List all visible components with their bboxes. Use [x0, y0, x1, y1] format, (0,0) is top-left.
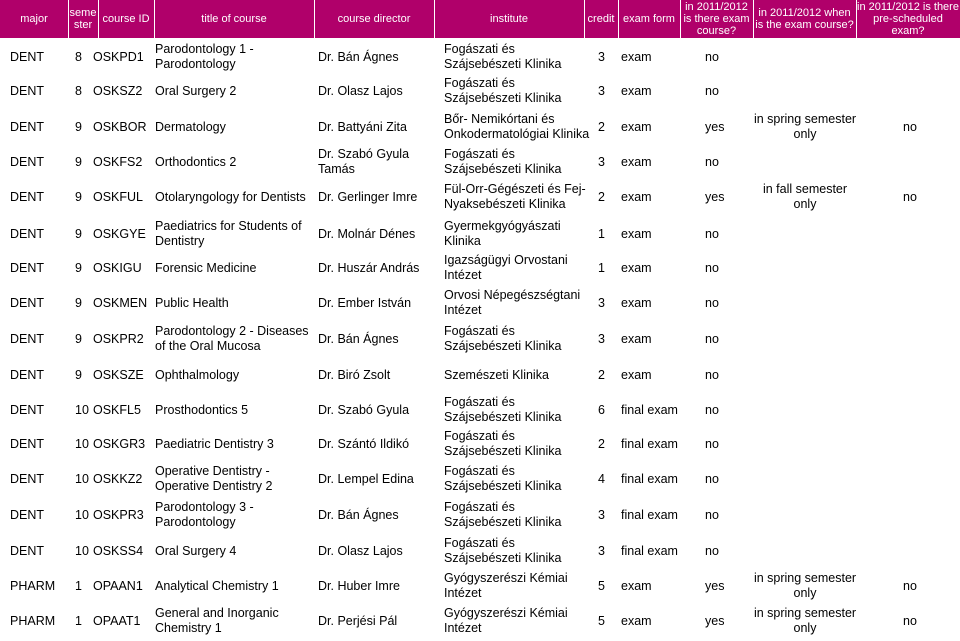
- major-cell: DENT: [10, 49, 45, 64]
- header-separator: [856, 0, 857, 38]
- course-director-cell: Dr. Szántó Ildikó: [318, 436, 410, 451]
- header-separator: [618, 0, 619, 38]
- course-id-cell: OSKBOR: [93, 119, 147, 134]
- exam-course-cell: no: [705, 471, 719, 486]
- course-title-cell: Paediatric Dentistry 3: [155, 436, 274, 451]
- exam-when-cell: in fall semester only: [762, 182, 848, 211]
- exam-when-cell: in spring semester only: [753, 606, 857, 635]
- credit-cell: 1: [598, 226, 605, 241]
- header-prescheduled: in 2011/2012 is there pre-scheduled exam?: [857, 1, 959, 37]
- major-cell: DENT: [10, 226, 45, 241]
- course-id-cell: OPAAT1: [93, 613, 141, 628]
- semester-cell: 9: [75, 331, 82, 346]
- course-director-cell: Dr. Szabó Gyula Tamás: [318, 147, 410, 176]
- course-director-cell: Dr. Huszár András: [318, 260, 420, 275]
- major-cell: DENT: [10, 83, 45, 98]
- exam-course-cell: yes: [705, 613, 725, 628]
- header-separator: [68, 0, 69, 38]
- institute-cell: Fogászati és Szájsebészeti Klinika: [444, 395, 562, 424]
- institute-cell: Fogászati és Szájsebészeti Klinika: [444, 500, 562, 529]
- exam-form-cell: exam: [621, 119, 652, 134]
- exam-form-cell: exam: [621, 49, 652, 64]
- course-id-cell: OSKIGU: [93, 260, 142, 275]
- course-title-cell: Analytical Chemistry 1: [155, 578, 279, 593]
- credit-cell: 2: [598, 189, 605, 204]
- credit-cell: 3: [598, 507, 605, 522]
- semester-cell: 10: [75, 471, 89, 486]
- exam-form-cell: exam: [621, 154, 652, 169]
- exam-form-cell: exam: [621, 367, 652, 382]
- course-id-cell: OSKFUL: [93, 189, 144, 204]
- semester-cell: 9: [75, 119, 82, 134]
- header-title: title of course: [201, 13, 267, 25]
- course-title-cell: Oral Surgery 2: [155, 83, 237, 98]
- course-title-cell: Dermatology: [155, 119, 226, 134]
- major-cell: DENT: [10, 119, 45, 134]
- exam-form-cell: final exam: [621, 471, 678, 486]
- course-id-cell: OSKMEN: [93, 295, 148, 310]
- header-separator: [584, 0, 585, 38]
- institute-cell: Fogászati és Szájsebészeti Klinika: [444, 324, 562, 353]
- course-title-cell: Prosthodontics 5: [155, 402, 249, 417]
- credit-cell: 2: [598, 119, 605, 134]
- header-when: in 2011/2012 when is the exam course?: [755, 7, 854, 31]
- header-director: course director: [337, 13, 411, 25]
- credit-cell: 3: [598, 543, 605, 558]
- credit-cell: 5: [598, 613, 605, 628]
- semester-cell: 10: [75, 402, 89, 417]
- credit-cell: 5: [598, 578, 605, 593]
- course-director-cell: Dr. Olasz Lajos: [318, 83, 403, 98]
- course-id-cell: OSKPR3: [93, 507, 144, 522]
- exam-course-cell: yes: [705, 189, 725, 204]
- major-cell: DENT: [10, 260, 45, 275]
- course-director-cell: Dr. Szabó Gyula: [318, 402, 410, 417]
- semester-cell: 9: [75, 295, 82, 310]
- course-id-cell: OSKKZ2: [93, 471, 143, 486]
- institute-cell: Fül-Orr-Gégészeti és Fej-Nyaksebészeti Klinika: [444, 182, 586, 211]
- course-director-cell: Dr. Bán Ágnes: [318, 507, 399, 522]
- exam-course-cell: no: [705, 331, 719, 346]
- header-major: major: [20, 13, 48, 25]
- institute-cell: Gyógyszerészi Kémiai Intézet: [444, 571, 568, 600]
- institute-cell: Fogászati és Szájsebészeti Klinika: [444, 464, 562, 493]
- header-separator: [154, 0, 155, 38]
- major-cell: DENT: [10, 436, 45, 451]
- exam-when-cell: in spring semester only: [753, 112, 857, 141]
- course-id-cell: OSKSS4: [93, 543, 144, 558]
- exam-form-cell: exam: [621, 226, 652, 241]
- course-id-cell: OPAAN1: [93, 578, 143, 593]
- credit-cell: 4: [598, 471, 605, 486]
- institute-cell: Gyermekgyógyászati Klinika: [444, 219, 561, 248]
- credit-cell: 2: [598, 436, 605, 451]
- course-id-cell: OSKSZ2: [93, 83, 143, 98]
- credit-cell: 3: [598, 49, 605, 64]
- course-director-cell: Dr. Biró Zsolt: [318, 367, 391, 382]
- exam-course-cell: no: [705, 226, 719, 241]
- major-cell: DENT: [10, 543, 45, 558]
- institute-cell: Bőr- Nemikórtani és Onkodermatológiai Klinika: [444, 112, 590, 141]
- course-director-cell: Dr. Gerlinger Imre: [318, 189, 418, 204]
- exam-form-cell: exam: [621, 260, 652, 275]
- exam-course-cell: yes: [705, 578, 725, 593]
- exam-form-cell: final exam: [621, 402, 678, 417]
- major-cell: DENT: [10, 154, 45, 169]
- header-separator: [314, 0, 315, 38]
- exam-course-cell: yes: [705, 119, 725, 134]
- institute-cell: Fogászati és Szájsebészeti Klinika: [444, 536, 562, 565]
- header-separator: [680, 0, 681, 38]
- exam-course-cell: no: [705, 83, 719, 98]
- institute-cell: Orvosi Népegészségtani Intézet: [444, 288, 581, 317]
- exam-course-cell: no: [705, 367, 719, 382]
- course-id-cell: OSKPD1: [93, 49, 144, 64]
- table-header: [0, 0, 960, 38]
- course-title-cell: Parodontology 2 - Diseases of the Oral Mucosa: [155, 324, 309, 353]
- institute-cell: Fogászati és Szájsebészeti Klinika: [444, 42, 562, 71]
- exam-course-cell: no: [705, 507, 719, 522]
- prescheduled-cell: no: [903, 119, 917, 134]
- course-title-cell: Otolaryngology for Dentists: [155, 189, 306, 204]
- credit-cell: 1: [598, 260, 605, 275]
- credit-cell: 3: [598, 295, 605, 310]
- header-exam-course: in 2011/2012 is there exam course?: [683, 1, 750, 37]
- prescheduled-cell: no: [903, 189, 917, 204]
- major-cell: DENT: [10, 402, 45, 417]
- prescheduled-cell: no: [903, 613, 917, 628]
- credit-cell: 3: [598, 331, 605, 346]
- course-title-cell: Ophthalmology: [155, 367, 240, 382]
- semester-cell: 8: [75, 83, 82, 98]
- course-title-cell: Parodontology 1 - Parodontology: [155, 42, 254, 71]
- exam-form-cell: exam: [621, 83, 652, 98]
- major-cell: DENT: [10, 189, 45, 204]
- course-title-cell: Oral Surgery 4: [155, 543, 237, 558]
- semester-cell: 9: [75, 154, 82, 169]
- header-course-id: course ID: [102, 13, 150, 25]
- exam-course-cell: no: [705, 436, 719, 451]
- exam-course-cell: no: [705, 154, 719, 169]
- semester-cell: 8: [75, 49, 82, 64]
- course-title-cell: General and Inorganic Chemistry 1: [155, 606, 279, 635]
- semester-cell: 10: [75, 543, 89, 558]
- header-exam-form: exam form: [623, 13, 675, 25]
- exam-form-cell: exam: [621, 613, 652, 628]
- major-cell: DENT: [10, 471, 45, 486]
- semester-cell: 1: [75, 578, 82, 593]
- semester-cell: 9: [75, 367, 82, 382]
- course-title-cell: Paediatrics for Students of Dentistry: [155, 219, 302, 248]
- semester-cell: 10: [75, 436, 89, 451]
- course-director-cell: Dr. Battyáni Zita: [318, 119, 407, 134]
- semester-cell: 9: [75, 189, 82, 204]
- major-cell: DENT: [10, 507, 45, 522]
- institute-cell: Igazságügyi Orvostani Intézet: [444, 253, 568, 282]
- major-cell: PHARM: [10, 578, 56, 593]
- institute-cell: Fogászati és Szájsebészeti Klinika: [444, 429, 562, 458]
- exam-form-cell: final exam: [621, 543, 678, 558]
- course-director-cell: Dr. Ember István: [318, 295, 412, 310]
- header-separator: [98, 0, 99, 38]
- credit-cell: 3: [598, 83, 605, 98]
- course-director-cell: Dr. Olasz Lajos: [318, 543, 403, 558]
- exam-form-cell: exam: [621, 578, 652, 593]
- course-id-cell: OSKSZE: [93, 367, 144, 382]
- institute-cell: Fogászati és Szájsebészeti Klinika: [444, 76, 562, 105]
- institute-cell: Fogászati és Szájsebészeti Klinika: [444, 147, 562, 176]
- major-cell: DENT: [10, 367, 45, 382]
- exam-course-cell: no: [705, 543, 719, 558]
- exam-form-cell: final exam: [621, 436, 678, 451]
- semester-cell: 10: [75, 507, 89, 522]
- exam-course-cell: no: [705, 295, 719, 310]
- exam-course-cell: no: [705, 260, 719, 275]
- semester-cell: 9: [75, 226, 82, 241]
- major-cell: DENT: [10, 295, 45, 310]
- course-id-cell: OSKFS2: [93, 154, 143, 169]
- course-id-cell: OSKGYE: [93, 226, 146, 241]
- course-id-cell: OSKFL5: [93, 402, 141, 417]
- header-semester: seme ster: [69, 7, 97, 31]
- course-director-cell: Dr. Lempel Edina: [318, 471, 414, 486]
- header-institute: institute: [490, 13, 528, 25]
- course-director-cell: Dr. Bán Ágnes: [318, 49, 399, 64]
- course-title-cell: Orthodontics 2: [155, 154, 237, 169]
- course-director-cell: Dr. Perjési Pál: [318, 613, 398, 628]
- course-title-cell: Parodontology 3 - Parodontology: [155, 500, 254, 529]
- header-separator: [753, 0, 754, 38]
- institute-cell: Gyógyszerészi Kémiai Intézet: [444, 606, 568, 635]
- prescheduled-cell: no: [903, 578, 917, 593]
- credit-cell: 3: [598, 154, 605, 169]
- institute-cell: Szemészeti Klinika: [444, 367, 549, 382]
- major-cell: DENT: [10, 331, 45, 346]
- course-director-cell: Dr. Huber Imre: [318, 578, 400, 593]
- exam-course-cell: no: [705, 402, 719, 417]
- course-id-cell: OSKGR3: [93, 436, 146, 451]
- credit-cell: 6: [598, 402, 605, 417]
- header-credit: credit: [587, 13, 615, 25]
- credit-cell: 2: [598, 367, 605, 382]
- course-id-cell: OSKPR2: [93, 331, 144, 346]
- exam-form-cell: final exam: [621, 507, 678, 522]
- exam-course-cell: no: [705, 49, 719, 64]
- course-title-cell: Operative Dentistry - Operative Dentistry 2: [155, 464, 273, 493]
- major-cell: PHARM: [10, 613, 56, 628]
- semester-cell: 1: [75, 613, 82, 628]
- course-title-cell: Public Health: [155, 295, 229, 310]
- header-separator: [434, 0, 435, 38]
- semester-cell: 9: [75, 260, 82, 275]
- exam-form-cell: exam: [621, 295, 652, 310]
- course-director-cell: Dr. Molnár Dénes: [318, 226, 416, 241]
- exam-when-cell: in spring semester only: [753, 571, 857, 600]
- course-director-cell: Dr. Bán Ágnes: [318, 331, 399, 346]
- exam-form-cell: exam: [621, 189, 652, 204]
- exam-form-cell: exam: [621, 331, 652, 346]
- course-title-cell: Forensic Medicine: [155, 260, 257, 275]
